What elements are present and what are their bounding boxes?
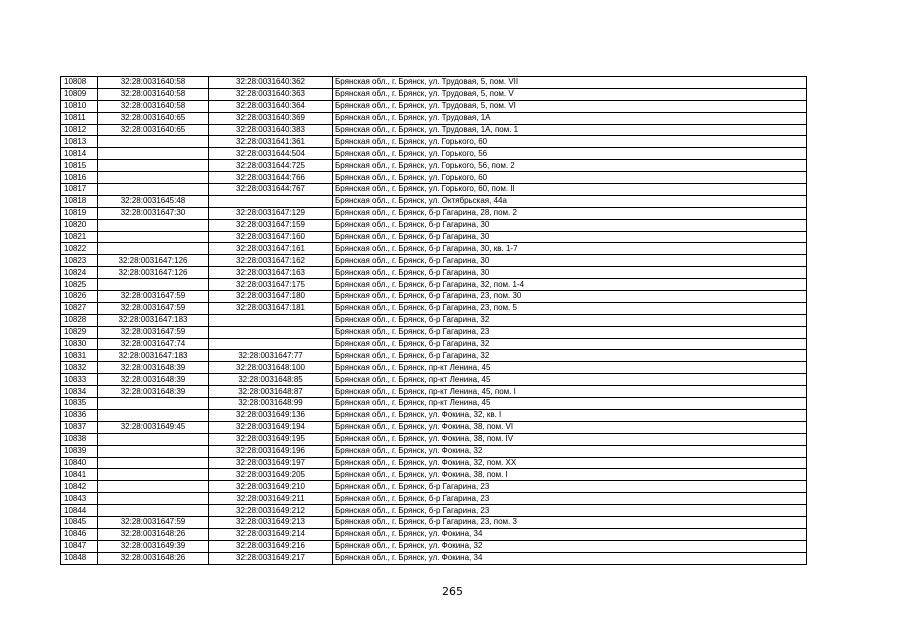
table-row [61,374,807,386]
object-cadastral-number-cell: 32:28:0031649:211 [209,493,333,505]
address-cell: Брянская обл., г. Брянск, б-р Гагарина, 32 [333,314,807,326]
row-number-cell: 10834 [61,386,98,398]
address-cell: Брянская обл., г. Брянск, пр-кт Ленина, 45 [333,398,807,410]
object-cadastral-number-cell: 32:28:0031649:136 [209,409,333,421]
address-cell: Брянская обл., г. Брянск, ул. Фокина, 32, кв. I [333,409,807,421]
parcel-cadastral-number-cell [98,148,209,160]
row-number-cell: 10831 [61,350,98,362]
address-cell: Брянская обл., г. Брянск, б-р Гагарина, 30 [333,267,807,279]
address-cell: Брянская обл., г. Брянск, ул. Трудовая, 5, пом. V [333,88,807,100]
object-cadastral-number-cell: 32:28:0031649:197 [209,457,333,469]
table-row [61,148,807,160]
parcel-cadastral-number-cell: 32:28:0031647:59 [98,302,209,314]
address-cell: Брянская обл., г. Брянск, б-р Гагарина, 23, пом. 5 [333,302,807,314]
register-table-body [61,77,807,565]
parcel-cadastral-number-cell [98,160,209,172]
address-cell: Брянская обл., г. Брянск, б-р Гагарина, 30, кв. 1-7 [333,243,807,255]
object-cadastral-number-cell: 32:28:0031640:362 [209,77,333,89]
object-cadastral-number-cell: 32:28:0031649:216 [209,540,333,552]
table-row [61,552,807,564]
address-cell: Брянская обл., г. Брянск, ул. Фокина, 32 [333,445,807,457]
object-cadastral-number-cell [209,338,333,350]
table-row [61,195,807,207]
parcel-cadastral-number-cell: 32:28:0031647:30 [98,207,209,219]
object-cadastral-number-cell: 32:28:0031644:766 [209,172,333,184]
object-cadastral-number-cell [209,326,333,338]
object-cadastral-number-cell: 32:28:0031647:163 [209,267,333,279]
object-cadastral-number-cell: 32:28:0031649:195 [209,433,333,445]
object-cadastral-number-cell [209,314,333,326]
row-number-cell: 10833 [61,374,98,386]
parcel-cadastral-number-cell [98,172,209,184]
address-cell: Брянская обл., г. Брянск, ул. Горького, 56 [333,148,807,160]
row-number-cell: 10813 [61,136,98,148]
parcel-cadastral-number-cell: 32:28:0031645:48 [98,195,209,207]
object-cadastral-number-cell: 32:28:0031649:210 [209,481,333,493]
table-row [61,124,807,136]
parcel-cadastral-number-cell [98,481,209,493]
parcel-cadastral-number-cell: 32:28:0031648:39 [98,374,209,386]
address-cell: Брянская обл., г. Брянск, б-р Гагарина, 32 [333,338,807,350]
address-cell: Брянская обл., г. Брянск, ул. Октябрьская, 44а [333,195,807,207]
address-cell: Брянская обл., г. Брянск, пр-кт Ленина, 45 [333,374,807,386]
parcel-cadastral-number-cell [98,433,209,445]
row-number-cell: 10815 [61,160,98,172]
object-cadastral-number-cell: 32:28:0031647:162 [209,255,333,267]
row-number-cell: 10832 [61,362,98,374]
table-row [61,136,807,148]
address-cell: Брянская обл., г. Брянск, ул. Фокина, 32 [333,540,807,552]
table-row [61,516,807,528]
parcel-cadastral-number-cell [98,469,209,481]
object-cadastral-number-cell: 32:28:0031649:213 [209,516,333,528]
table-row [61,279,807,291]
table-row [61,505,807,517]
table-row [61,445,807,457]
object-cadastral-number-cell: 32:28:0031644:504 [209,148,333,160]
row-number-cell: 10808 [61,77,98,89]
object-cadastral-number-cell: 32:28:0031647:180 [209,291,333,303]
table-row [61,160,807,172]
parcel-cadastral-number-cell: 32:28:0031648:26 [98,528,209,540]
row-number-cell: 10825 [61,279,98,291]
parcel-cadastral-number-cell [98,398,209,410]
row-number-cell: 10843 [61,493,98,505]
address-cell: Брянская обл., г. Брянск, б-р Гагарина, 28, пом. 2 [333,207,807,219]
address-cell: Брянская обл., г. Брянск, б-р Гагарина, 32, пом. 1-4 [333,279,807,291]
table-row [61,112,807,124]
table-row [61,231,807,243]
row-number-cell: 10826 [61,291,98,303]
parcel-cadastral-number-cell [98,445,209,457]
address-cell: Брянская обл., г. Брянск, б-р Гагарина, 30 [333,231,807,243]
address-cell: Брянская обл., г. Брянск, ул. Трудовая, 1А [333,112,807,124]
parcel-cadastral-number-cell: 32:28:0031647:183 [98,350,209,362]
table-row [61,350,807,362]
object-cadastral-number-cell: 32:28:0031641:361 [209,136,333,148]
table-row [61,457,807,469]
address-cell: Брянская обл., г. Брянск, ул. Фокина, 38, пом. IV [333,433,807,445]
parcel-cadastral-number-cell: 32:28:0031648:39 [98,386,209,398]
table-row [61,88,807,100]
row-number-cell: 10818 [61,195,98,207]
object-cadastral-number-cell: 32:28:0031647:77 [209,350,333,362]
row-number-cell: 10821 [61,231,98,243]
object-cadastral-number-cell: 32:28:0031648:99 [209,398,333,410]
table-row [61,481,807,493]
row-number-cell: 10848 [61,552,98,564]
row-number-cell: 10839 [61,445,98,457]
parcel-cadastral-number-cell [98,493,209,505]
parcel-cadastral-number-cell: 32:28:0031649:39 [98,540,209,552]
object-cadastral-number-cell: 32:28:0031644:767 [209,184,333,196]
address-cell: Брянская обл., г. Брянск, ул. Трудовая, 5, пом. VI [333,100,807,112]
table-row [61,100,807,112]
table-row [61,338,807,350]
object-cadastral-number-cell: 32:28:0031647:160 [209,231,333,243]
table-row [61,421,807,433]
object-cadastral-number-cell: 32:28:0031644:725 [209,160,333,172]
table-row [61,291,807,303]
object-cadastral-number-cell: 32:28:0031649:212 [209,505,333,517]
address-cell: Брянская обл., г. Брянск, пр-кт Ленина, 45, пом. I [333,386,807,398]
row-number-cell: 10844 [61,505,98,517]
object-cadastral-number-cell: 32:28:0031640:363 [209,88,333,100]
table-row [61,267,807,279]
object-cadastral-number-cell: 32:28:0031647:175 [209,279,333,291]
row-number-cell: 10811 [61,112,98,124]
parcel-cadastral-number-cell: 32:28:0031640:58 [98,88,209,100]
row-number-cell: 10820 [61,219,98,231]
parcel-cadastral-number-cell: 32:28:0031647:183 [98,314,209,326]
parcel-cadastral-number-cell: 32:28:0031640:58 [98,100,209,112]
address-cell: Брянская обл., г. Брянск, ул. Фокина, 34 [333,552,807,564]
object-cadastral-number-cell: 32:28:0031649:194 [209,421,333,433]
object-cadastral-number-cell [209,195,333,207]
address-cell: Брянская обл., г. Брянск, ул. Горького, 60 [333,136,807,148]
parcel-cadastral-number-cell: 32:28:0031647:74 [98,338,209,350]
object-cadastral-number-cell: 32:28:0031648:87 [209,386,333,398]
register-table [60,76,807,565]
row-number-cell: 10809 [61,88,98,100]
address-cell: Брянская обл., г. Брянск, пр-кт Ленина, 45 [333,362,807,374]
parcel-cadastral-number-cell: 32:28:0031640:65 [98,124,209,136]
row-number-cell: 10827 [61,302,98,314]
row-number-cell: 10845 [61,516,98,528]
address-cell: Брянская обл., г. Брянск, б-р Гагарина, 23 [333,326,807,338]
address-cell: Брянская обл., г. Брянск, б-р Гагарина, 23, пом. 30 [333,291,807,303]
object-cadastral-number-cell: 32:28:0031648:100 [209,362,333,374]
table-row [61,302,807,314]
object-cadastral-number-cell: 32:28:0031648:85 [209,374,333,386]
row-number-cell: 10817 [61,184,98,196]
parcel-cadastral-number-cell [98,243,209,255]
address-cell: Брянская обл., г. Брянск, б-р Гагарина, 30 [333,255,807,267]
object-cadastral-number-cell: 32:28:0031649:217 [209,552,333,564]
row-number-cell: 10824 [61,267,98,279]
row-number-cell: 10838 [61,433,98,445]
row-number-cell: 10841 [61,469,98,481]
object-cadastral-number-cell: 32:28:0031649:205 [209,469,333,481]
object-cadastral-number-cell: 32:28:0031647:159 [209,219,333,231]
row-number-cell: 10810 [61,100,98,112]
address-cell: Брянская обл., г. Брянск, ул. Горького, 60 [333,172,807,184]
table-row [61,398,807,410]
row-number-cell: 10835 [61,398,98,410]
address-cell: Брянская обл., г. Брянск, б-р Гагарина, 23 [333,493,807,505]
object-cadastral-number-cell: 32:28:0031647:129 [209,207,333,219]
address-cell: Брянская обл., г. Брянск, б-р Гагарина, 23 [333,481,807,493]
table-row [61,493,807,505]
address-cell: Брянская обл., г. Брянск, б-р Гагарина, 30 [333,219,807,231]
row-number-cell: 10837 [61,421,98,433]
table-row [61,326,807,338]
object-cadastral-number-cell: 32:28:0031647:181 [209,302,333,314]
parcel-cadastral-number-cell [98,136,209,148]
parcel-cadastral-number-cell: 32:28:0031640:65 [98,112,209,124]
table-row [61,172,807,184]
parcel-cadastral-number-cell [98,409,209,421]
row-number-cell: 10842 [61,481,98,493]
object-cadastral-number-cell: 32:28:0031649:214 [209,528,333,540]
object-cadastral-number-cell: 32:28:0031640:369 [209,112,333,124]
parcel-cadastral-number-cell: 32:28:0031647:59 [98,516,209,528]
row-number-cell: 10819 [61,207,98,219]
address-cell: Брянская обл., г. Брянск, б-р Гагарина, 32 [333,350,807,362]
parcel-cadastral-number-cell: 32:28:0031649:45 [98,421,209,433]
parcel-cadastral-number-cell [98,219,209,231]
object-cadastral-number-cell: 32:28:0031640:364 [209,100,333,112]
parcel-cadastral-number-cell: 32:28:0031648:39 [98,362,209,374]
address-cell: Брянская обл., г. Брянск, ул. Фокина, 38, пом. I [333,469,807,481]
table-row [61,314,807,326]
table-row [61,386,807,398]
address-cell: Брянская обл., г. Брянск, б-р Гагарина, 23 [333,505,807,517]
table-row [61,77,807,89]
row-number-cell: 10812 [61,124,98,136]
page-number: 265 [442,585,463,598]
table-row [61,219,807,231]
table-row [61,243,807,255]
parcel-cadastral-number-cell: 32:28:0031647:59 [98,326,209,338]
address-cell: Брянская обл., г. Брянск, ул. Трудовая, 5, пом. VII [333,77,807,89]
address-cell: Брянская обл., г. Брянск, ул. Трудовая, 1А, пом. 1 [333,124,807,136]
parcel-cadastral-number-cell: 32:28:0031640:58 [98,77,209,89]
row-number-cell: 10828 [61,314,98,326]
parcel-cadastral-number-cell: 32:28:0031647:59 [98,291,209,303]
table-row [61,528,807,540]
table-row [61,469,807,481]
object-cadastral-number-cell: 32:28:0031649:196 [209,445,333,457]
row-number-cell: 10836 [61,409,98,421]
row-number-cell: 10823 [61,255,98,267]
address-cell: Брянская обл., г. Брянск, б-р Гагарина, 23, пом. 3 [333,516,807,528]
parcel-cadastral-number-cell [98,457,209,469]
object-cadastral-number-cell: 32:28:0031640:383 [209,124,333,136]
object-cadastral-number-cell: 32:28:0031647:161 [209,243,333,255]
table-row [61,540,807,552]
parcel-cadastral-number-cell: 32:28:0031648:26 [98,552,209,564]
table-row [61,362,807,374]
row-number-cell: 10846 [61,528,98,540]
row-number-cell: 10829 [61,326,98,338]
table-row [61,409,807,421]
row-number-cell: 10840 [61,457,98,469]
table-row [61,207,807,219]
address-cell: Брянская обл., г. Брянск, ул. Горького, 56, пом. 2 [333,160,807,172]
address-cell: Брянская обл., г. Брянск, ул. Фокина, 32, пом. XX [333,457,807,469]
parcel-cadastral-number-cell [98,505,209,517]
parcel-cadastral-number-cell: 32:28:0031647:126 [98,255,209,267]
address-cell: Брянская обл., г. Брянск, ул. Фокина, 38, пом. VI [333,421,807,433]
parcel-cadastral-number-cell [98,184,209,196]
table-row [61,433,807,445]
row-number-cell: 10822 [61,243,98,255]
address-cell: Брянская обл., г. Брянск, ул. Фокина, 34 [333,528,807,540]
address-cell: Брянская обл., г. Брянск, ул. Горького, 60, пом. II [333,184,807,196]
row-number-cell: 10816 [61,172,98,184]
table-row [61,255,807,267]
parcel-cadastral-number-cell: 32:28:0031647:126 [98,267,209,279]
row-number-cell: 10814 [61,148,98,160]
row-number-cell: 10847 [61,540,98,552]
parcel-cadastral-number-cell [98,231,209,243]
table-row [61,184,807,196]
row-number-cell: 10830 [61,338,98,350]
parcel-cadastral-number-cell [98,279,209,291]
